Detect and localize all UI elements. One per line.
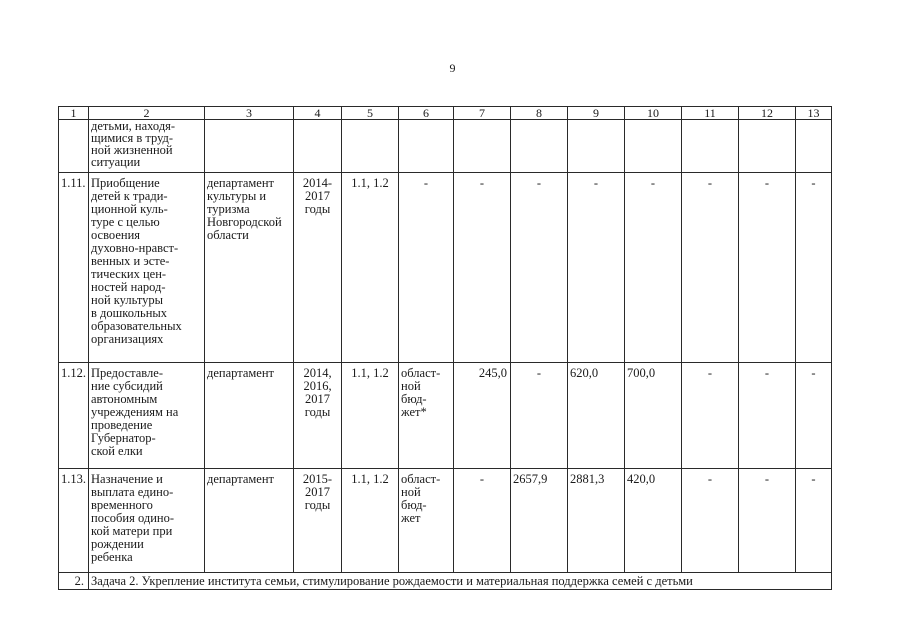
value-10: 700,0 <box>625 363 682 469</box>
col-header: 7 <box>454 107 511 120</box>
value-11: - <box>682 363 739 469</box>
measure-name: Назначение и выплата едино- временного пособия одино- кой матери при рождении ребенка <box>89 469 205 573</box>
task-row <box>59 573 832 590</box>
measure-name: Приобщение детей к тради- ционной куль- туре с целью освоения духовно-нравст- венных и эсте- тических цен- ностей народ- ной культуры в дошкольных образовательных организациях <box>89 173 205 363</box>
years: 2014- 2017 годы <box>294 173 342 363</box>
col-header: 12 <box>739 107 796 120</box>
targets: 1.1, 1.2 <box>342 173 399 363</box>
years: 2015- 2017 годы <box>294 469 342 573</box>
executor: департамент <box>205 469 294 573</box>
measure-name: Предоставле- ние субсидий автономным учреждениям на проведение Губернатор- ской елки <box>89 363 205 469</box>
col-header: 5 <box>342 107 399 120</box>
value-13 <box>796 120 832 173</box>
value-9: 620,0 <box>568 363 625 469</box>
col-header: 10 <box>625 107 682 120</box>
value-10: - <box>625 173 682 363</box>
col-header: 8 <box>511 107 568 120</box>
value-8: - <box>511 363 568 469</box>
row-number: 1.12. <box>59 363 89 469</box>
col-header: 6 <box>399 107 454 120</box>
value-9: 2881,3 <box>568 469 625 573</box>
header-row <box>59 107 832 120</box>
value-7: - <box>454 469 511 573</box>
value-9: - <box>568 173 625 363</box>
value-10 <box>625 120 682 173</box>
executor: департамент культуры и туризма Новгородской области <box>205 173 294 363</box>
value-12: - <box>739 173 796 363</box>
executor: департамент <box>205 363 294 469</box>
value-7: 245,0 <box>454 363 511 469</box>
col-header: 13 <box>796 107 832 120</box>
value-12: - <box>739 363 796 469</box>
col-header: 4 <box>294 107 342 120</box>
years <box>294 120 342 173</box>
value-10: 420,0 <box>625 469 682 573</box>
value-8: 2657,9 <box>511 469 568 573</box>
row-number: 1.13. <box>59 469 89 573</box>
task-number: 2. <box>59 573 89 590</box>
funding-source: - <box>399 173 454 363</box>
table-row <box>59 120 832 173</box>
col-header: 11 <box>682 107 739 120</box>
col-header: 1 <box>59 107 89 120</box>
col-header: 3 <box>205 107 294 120</box>
value-8: - <box>511 173 568 363</box>
targets: 1.1, 1.2 <box>342 469 399 573</box>
value-7 <box>454 120 511 173</box>
row-number <box>59 120 89 173</box>
table-row <box>59 173 832 363</box>
table-row <box>59 469 832 573</box>
row-number: 1.11. <box>59 173 89 363</box>
value-11 <box>682 120 739 173</box>
value-12 <box>739 120 796 173</box>
value-9 <box>568 120 625 173</box>
targets: 1.1, 1.2 <box>342 363 399 469</box>
task-title: Задача 2. Укрепление института семьи, стимулирование рождаемости и материальная поддержка семей с детьми <box>89 573 832 590</box>
value-12: - <box>739 469 796 573</box>
funding-source: област- ной бюд- жет <box>399 469 454 573</box>
col-header: 2 <box>89 107 205 120</box>
table-row <box>59 363 832 469</box>
funding-source: област- ной бюд- жет* <box>399 363 454 469</box>
col-header: 9 <box>568 107 625 120</box>
value-7: - <box>454 173 511 363</box>
measure-name: детьми, находя- щимися в труд- ной жизненной ситуации <box>89 120 205 173</box>
value-13: - <box>796 469 832 573</box>
executor <box>205 120 294 173</box>
funding-source <box>399 120 454 173</box>
page-number: 9 <box>449 61 456 75</box>
years: 2014, 2016, 2017 годы <box>294 363 342 469</box>
targets <box>342 120 399 173</box>
value-11: - <box>682 173 739 363</box>
program-table <box>58 106 832 590</box>
value-8 <box>511 120 568 173</box>
value-11: - <box>682 469 739 573</box>
value-13: - <box>796 173 832 363</box>
value-13: - <box>796 363 832 469</box>
